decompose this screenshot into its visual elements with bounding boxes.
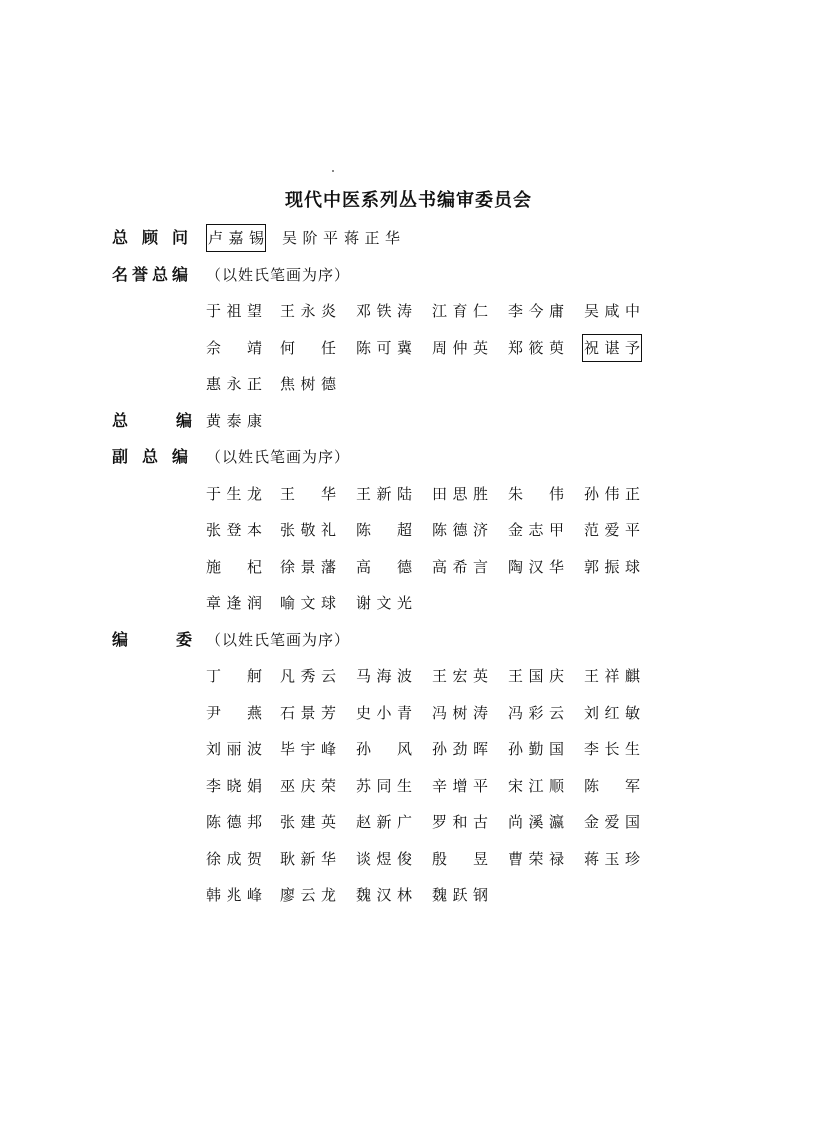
stray-dot bbox=[332, 170, 334, 172]
member-name: 施 杞 bbox=[206, 557, 262, 576]
member-name: 周仲英 bbox=[432, 338, 488, 357]
member-name: 章逢润 bbox=[206, 594, 262, 612]
member-name: 耿新华 bbox=[280, 849, 336, 868]
member-name: 王新陆 bbox=[356, 484, 412, 503]
member-name: 孙劲晖 bbox=[432, 740, 488, 758]
member-name: 苏同生 bbox=[356, 776, 412, 795]
section-label-char: 委 bbox=[175, 629, 192, 649]
member-name: 于祖望 bbox=[206, 302, 262, 320]
section-label-char: 编 bbox=[171, 264, 188, 284]
member-name: 王祥麒 bbox=[584, 667, 640, 685]
member-name: 曹荣禄 bbox=[508, 849, 564, 868]
member-name: 李晓娟 bbox=[206, 776, 262, 795]
member-name: 巫庆荣 bbox=[280, 776, 336, 795]
order-note: （以姓氏笔画为序） bbox=[206, 448, 351, 466]
member-name: 刘红敏 bbox=[584, 703, 640, 722]
section-label-char: 编 bbox=[175, 410, 192, 430]
member-name: 尚溪瀛 bbox=[508, 813, 564, 831]
member-name: 丁 舸 bbox=[206, 667, 262, 685]
member-name: 徐景藩 bbox=[280, 557, 336, 576]
member-name: 李今庸 bbox=[508, 302, 564, 320]
member-name: 吴阶平 bbox=[282, 229, 338, 247]
member-name: 孙勤国 bbox=[508, 740, 564, 758]
member-name: 蒋正华 bbox=[344, 229, 400, 247]
section-label bbox=[112, 409, 192, 433]
member-name: 郭振球 bbox=[584, 557, 640, 576]
member-name: 陈德济 bbox=[432, 521, 488, 539]
member-name: 赵新广 bbox=[356, 813, 412, 831]
member-name: 辛增平 bbox=[432, 776, 488, 795]
member-name: 佘 靖 bbox=[206, 338, 262, 357]
member-name: 喻文球 bbox=[280, 594, 336, 612]
member-name: 冯彩云 bbox=[508, 703, 564, 722]
member-name: 张登本 bbox=[206, 521, 262, 539]
section-label-char: 副 bbox=[112, 447, 129, 466]
section-label-char: 编 bbox=[171, 447, 188, 466]
member-name: 惠永正 bbox=[206, 375, 262, 393]
member-name: 朱 伟 bbox=[508, 484, 564, 503]
member-name: 陈 军 bbox=[584, 776, 640, 795]
member-name: 高 德 bbox=[356, 557, 412, 576]
member-name: 郑筱萸 bbox=[508, 338, 564, 357]
member-name: 谢文光 bbox=[356, 594, 412, 612]
member-name: 孙 风 bbox=[356, 740, 412, 758]
member-name: 王永炎 bbox=[280, 302, 336, 320]
member-name: 黄泰康 bbox=[206, 411, 262, 430]
member-name: 李长生 bbox=[584, 740, 640, 758]
member-name: 魏汉林 bbox=[356, 886, 412, 904]
member-name: 于生龙 bbox=[206, 484, 262, 503]
member-name: 金爱国 bbox=[584, 813, 640, 831]
member-name: 廖云龙 bbox=[280, 886, 336, 904]
member-name: 高希言 bbox=[432, 557, 488, 576]
member-name: 张敬礼 bbox=[280, 521, 336, 539]
member-name: 马海波 bbox=[356, 667, 412, 685]
member-name: 宋江顺 bbox=[508, 776, 564, 795]
section-label-char: 名 bbox=[112, 264, 129, 284]
section-label-char: 总 bbox=[151, 264, 168, 284]
section-label-char: 总 bbox=[112, 410, 129, 430]
member-name: 张建英 bbox=[280, 813, 336, 831]
section-label-char: 总 bbox=[112, 228, 129, 247]
member-name: 江育仁 bbox=[432, 302, 488, 320]
member-name: 石景芳 bbox=[280, 703, 336, 722]
member-name: 冯树涛 bbox=[432, 703, 488, 722]
member-name: 史小青 bbox=[356, 703, 412, 722]
member-name: 罗和古 bbox=[432, 813, 488, 831]
member-name: 凡秀云 bbox=[280, 667, 336, 685]
member-name: 徐成贺 bbox=[206, 849, 262, 868]
order-note: （以姓氏笔画为序） bbox=[206, 265, 351, 284]
member-name: 王 华 bbox=[280, 484, 336, 503]
member-name: 邓铁涛 bbox=[356, 302, 412, 320]
order-note: （以姓氏笔画为序） bbox=[206, 630, 351, 649]
section-label bbox=[112, 263, 188, 287]
member-name: 陈德邦 bbox=[206, 813, 262, 831]
member-name: 田思胜 bbox=[432, 484, 488, 503]
member-name: 王宏英 bbox=[432, 667, 488, 685]
member-name: 陈 超 bbox=[356, 521, 412, 539]
member-name: 魏跃钢 bbox=[432, 886, 488, 904]
section-label bbox=[112, 445, 188, 469]
page-title: 现代中医系列丛书编审委员会 bbox=[285, 190, 532, 211]
section-label-char: 总 bbox=[141, 447, 158, 466]
member-name: 蒋玉珍 bbox=[584, 849, 640, 868]
member-name: 王国庆 bbox=[508, 667, 564, 685]
member-name: 祝谌予 bbox=[584, 336, 640, 360]
member-name: 孙伟正 bbox=[584, 484, 640, 503]
section-label-char: 问 bbox=[171, 228, 188, 247]
member-name: 何 任 bbox=[280, 338, 336, 357]
member-name: 殷 昱 bbox=[432, 849, 488, 868]
member-name: 陶汉华 bbox=[508, 557, 564, 576]
section-label-char: 编 bbox=[112, 629, 129, 649]
member-name: 尹 燕 bbox=[206, 703, 262, 722]
member-name: 金志甲 bbox=[508, 521, 564, 539]
member-name: 谈煜俊 bbox=[356, 849, 412, 868]
section-label-char: 誉 bbox=[131, 264, 148, 284]
section-label bbox=[112, 226, 188, 250]
member-name: 吴咸中 bbox=[584, 302, 640, 320]
member-name: 刘丽波 bbox=[206, 740, 262, 758]
member-name: 韩兆峰 bbox=[206, 886, 262, 904]
section-label bbox=[112, 628, 192, 652]
member-name: 卢嘉锡 bbox=[208, 226, 264, 250]
member-name: 范爱平 bbox=[584, 521, 640, 539]
section-label-char: 顾 bbox=[141, 228, 158, 247]
member-name: 焦树德 bbox=[280, 375, 336, 393]
member-name: 毕宇峰 bbox=[280, 740, 336, 758]
member-name: 陈可冀 bbox=[356, 338, 412, 357]
